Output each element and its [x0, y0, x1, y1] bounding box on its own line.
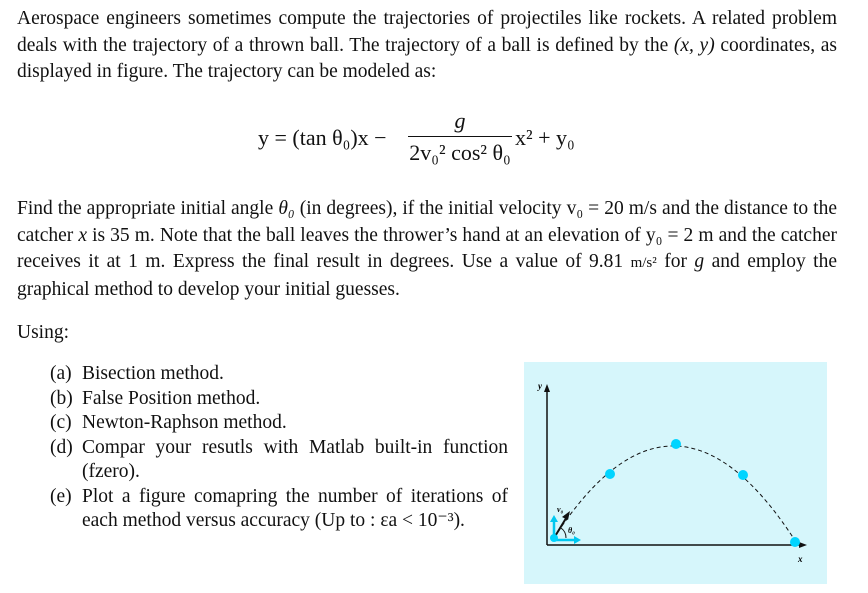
trajectory-diagram [524, 362, 827, 584]
elevation-value: y₀ = 2 [645, 224, 694, 246]
x-axis-label: x [798, 554, 803, 564]
equation-rhs: x² + y₀ [515, 125, 575, 150]
angle-label: θ₀ [568, 526, 575, 535]
angle-arc [561, 528, 566, 538]
list-item-label: (c) [50, 412, 72, 433]
x-symbol: x [78, 224, 88, 246]
x-axis-arrow [799, 542, 807, 548]
intro-text-end: coordinates, as displayed in figure. The trajectory can be modeled as: [17, 34, 837, 82]
trajectory-point [550, 534, 558, 542]
trajectory-point [605, 469, 615, 479]
velocity-label: v₀ [557, 505, 564, 514]
list-item [50, 485, 508, 534]
trajectory-point [671, 439, 681, 449]
list-item [50, 387, 508, 412]
y-axis-label: y [538, 381, 542, 391]
trajectory-figure [524, 362, 827, 584]
problem-text-5: m and the catcher receives it at 1 m. Express the final result in degrees. Use a value of 9.81 [17, 224, 837, 272]
equation-lhs: y = (tan θ₀)x − [258, 125, 387, 150]
problem-text-6: for [656, 251, 695, 272]
problem-text-7: and employ the graphical method to develop your initial guesses. [17, 251, 837, 300]
equation-numerator: g [454, 108, 466, 133]
list-item-text: Compar your resutls with Matlab built-in function (fzero). [82, 436, 508, 482]
gravity-unit: m/s² [630, 255, 657, 271]
list-item-text: False Position method. [82, 387, 261, 409]
list-item-text: Newton-Raphson method. [82, 412, 287, 433]
theta-symbol: θ₀ [278, 198, 295, 219]
list-item-label: (d) [50, 436, 73, 458]
equation-denominator: 2v₀² cos² θ₀ [409, 140, 511, 165]
g-symbol: g [694, 251, 705, 272]
problem-text-1: Find the appropriate initial angle [17, 198, 279, 219]
intro-paragraph [17, 6, 837, 86]
trajectory-point [738, 470, 748, 480]
velocity-value: v₀ = 20 m/s [566, 198, 657, 219]
trajectory-curve [554, 446, 796, 542]
problem-paragraph [17, 196, 837, 303]
list-item-label: (a) [50, 363, 72, 384]
list-item-label: (b) [50, 387, 73, 409]
trajectory-point [790, 537, 800, 547]
problem-text-4: is 35 m. Note that the ball leaves the thrower’s hand at an elevation of [87, 224, 646, 246]
intro-text: Aerospace engineers sometimes compute the trajectories of projectiles like rockets. A related problem deals with the trajectory of a thrown ball. The trajectory of a ball is defined by the [17, 8, 837, 56]
y-axis-arrow [544, 384, 550, 392]
horizontal-arrowhead [574, 536, 581, 544]
methods-list [50, 362, 508, 534]
list-item [50, 362, 508, 387]
problem-text-3: and the distance to the catcher [17, 198, 837, 246]
problem-text-2: (in degrees), if the initial velocity [294, 198, 567, 219]
list-item-label: (e) [50, 485, 72, 507]
list-item [50, 436, 508, 485]
list-item-text: Bisection method. [82, 363, 224, 384]
vertical-arrowhead [550, 515, 558, 522]
trajectory-equation [258, 106, 618, 184]
intro-coords: (x, y) [673, 34, 715, 56]
list-item [50, 411, 508, 436]
using-label: Using: [17, 322, 70, 343]
list-item-text: Plot a figure comapring the number of iterations of each method versus accuracy (Up to : εa < 10⁻³). [82, 485, 508, 531]
equation-fraction [406, 106, 514, 167]
